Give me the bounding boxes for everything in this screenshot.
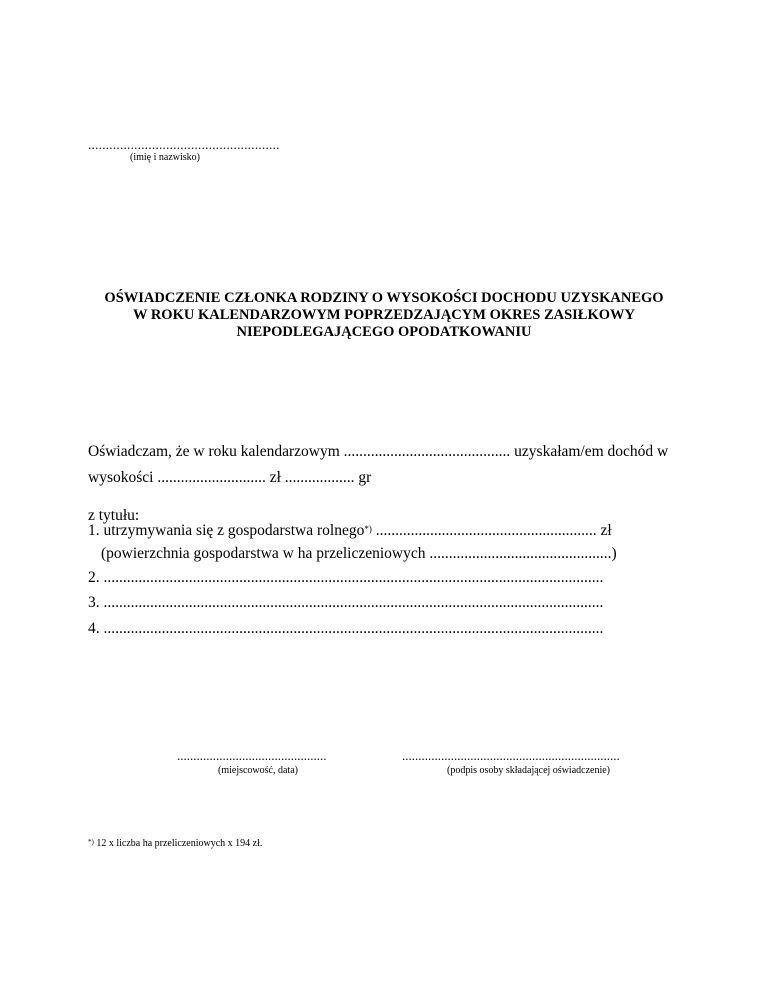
title-line-2: W ROKU KALENDARZOWYM POPRZEDZAJĄCYM OKRES ZASIŁKOWY	[132, 307, 636, 323]
declaration-amount: wysokości ............................ zł .................. gr	[88, 469, 372, 486]
footnote	[88, 838, 262, 849]
signature-line: ...................................................................	[402, 748, 620, 763]
footnote-marker: *)	[88, 838, 94, 846]
footnote-marker: *)	[364, 524, 372, 534]
income-source-item-1-amount: ......................................................... zł	[371, 522, 612, 539]
footnote-text: 12 x liczba ha przeliczeniowych x 194 zł.	[93, 838, 263, 849]
title-line-3: NIEPODLEGAJĄCEGO OPODATKOWANIU	[236, 324, 532, 340]
income-source-item-2: 2. .................................................................................................................................	[88, 569, 604, 586]
farm-area-line: (powierzchnia gospodarstwa w ha przeliczeniowych ...............................................)	[101, 545, 617, 562]
title-line-1: OŚWIADCZENIE CZŁONKA RODZINY O WYSOKOŚCI DOCHODU UZYSKANEGO	[104, 290, 664, 306]
income-source-item-4: 4. .................................................................................................................................	[88, 620, 604, 637]
declaration-year-income: Oświadczam, że w roku kalendarzowym ........................................... uzyskałam/em dochód w	[88, 443, 669, 460]
income-source-item-1-text: 1. utrzymywania się z gospodarstwa rolnego	[88, 522, 365, 539]
signature-caption: (podpis osoby składającej oświadczenie)	[447, 765, 611, 776]
name-field-line: ......................................................	[88, 137, 280, 152]
name-field-caption: (imię i nazwisko)	[130, 152, 200, 163]
place-date-line: ..............................................	[177, 748, 327, 763]
income-source-heading: z tytułu:	[88, 507, 140, 524]
place-date-caption: (miejscowość, data)	[218, 765, 298, 776]
income-source-item-1	[88, 522, 612, 540]
income-source-item-3: 3. .................................................................................................................................	[88, 594, 604, 611]
document-title	[0, 290, 768, 341]
